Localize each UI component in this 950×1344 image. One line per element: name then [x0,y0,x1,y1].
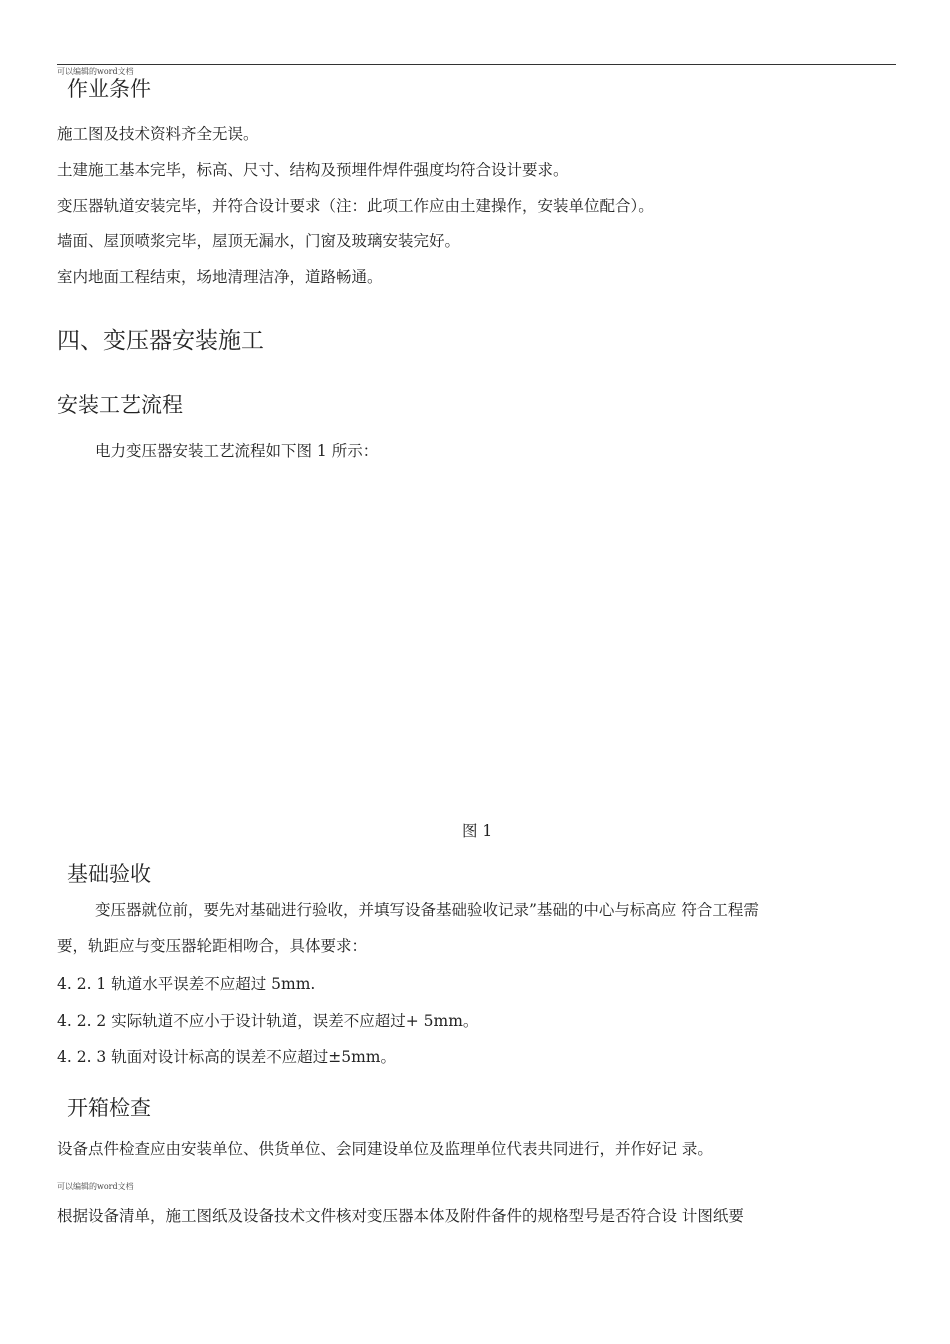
foundation-item-1: 4. 2. 1 轨道水平误差不应超过 5mm. [57,975,316,993]
condition-item-5: 室内地面工程结束，场地清理洁净，道路畅通。 [57,268,383,286]
section-title-process: 安装工艺流程 [57,393,183,417]
figure-caption: 图 1 [462,822,493,840]
foundation-para-line1: 变压器就位前，要先对基础进行验收，并填写设备基础验收记录”基础的中心与标高应 符合工程需 [95,901,759,919]
condition-item-2: 土建施工基本完毕，标高、尺寸、结构及预埋件焊件强度均符合设计要求。 [57,161,569,179]
foundation-para-line2: 要，轨距应与变压器轮距相吻合，具体要求： [57,937,368,955]
unpacking-para-1: 设备点件检查应由安装单位、供货单位、会同建设单位及监理单位代表共同进行，并作好记 录。 [57,1140,713,1158]
process-intro: 电力变压器安装工艺流程如下图 1 所示： [95,442,379,460]
header-watermark: 可以编辑的word文档 [57,67,134,76]
footer-watermark: 可以编辑的word文档 [57,1182,134,1191]
foundation-item-2: 4. 2. 2 实际轨道不应小于设计轨道，误差不应超过+ 5mm。 [57,1012,479,1030]
condition-item-4: 墙面、屋顶喷浆完毕，屋顶无漏水，门窗及玻璃安装完好。 [57,232,461,250]
condition-item-3: 变压器轨道安装完毕，并符合设计要求（注：此项工作应由土建操作，安装单位配合）。 [57,197,654,215]
section-title-foundation: 基础验收 [67,862,151,886]
section-title-work-conditions: 作业条件 [67,77,151,101]
foundation-item-3: 4. 2. 3 轨面对设计标高的误差不应超过±5mm。 [57,1048,396,1066]
section-title-unpacking: 开箱检查 [67,1096,151,1120]
chapter-title: 四、变压器安装施工 [57,328,264,354]
unpacking-para-2: 根据设备清单，施工图纸及设备技术文件核对变压器本体及附件备件的规格型号是否符合设 计图纸要 [57,1207,744,1225]
header-rule [57,64,896,65]
condition-item-1: 施工图及技术资料齐全无误。 [57,125,259,143]
